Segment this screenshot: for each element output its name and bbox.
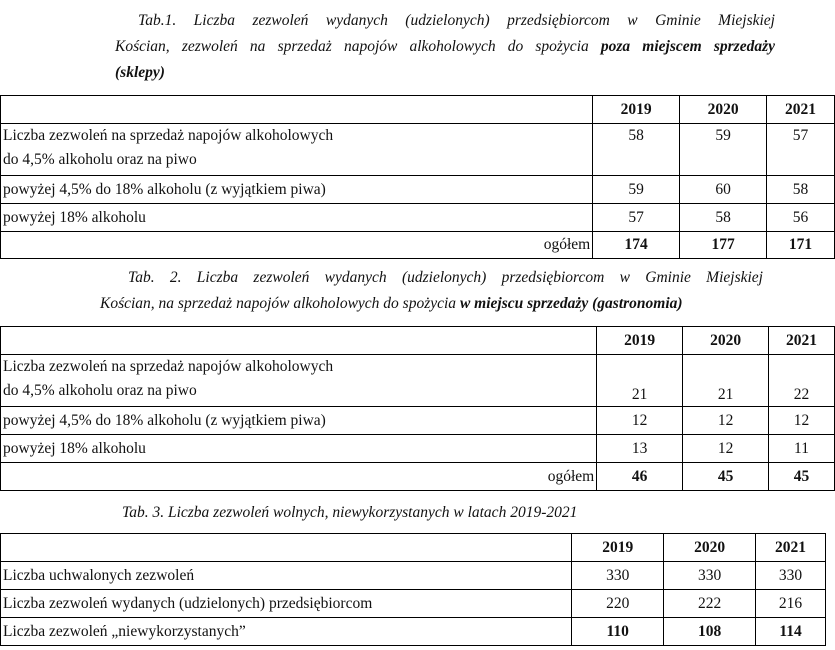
table1-caption-bold-tail: (sklepy) [115,64,165,81]
total-label: ogółem [1,232,593,259]
total-value: 46 [597,463,683,491]
total-value: 177 [680,232,767,259]
table-header-row [1,327,835,355]
row-label-line2: do 4,5% alkoholu oraz na piwo [3,382,197,399]
table-row [1,176,835,204]
year-header: 2019 [572,534,664,562]
table2-caption-bold: w miejscu sprzedaży (gastronomia) [459,295,683,312]
table-row [1,204,835,232]
value-cell: 12 [683,435,769,463]
total-row [1,232,835,259]
year-header: 2020 [680,96,767,124]
total-value: 45 [769,463,835,491]
value-cell: 216 [756,590,826,618]
header-empty-cell [1,327,597,355]
row-label [1,124,593,176]
table-row [1,435,835,463]
table2-caption [100,265,763,317]
value-cell: 12 [769,407,835,435]
table-row [1,618,826,646]
value-cell: 330 [756,562,826,590]
table2-caption-line1: Tab. 2. Liczba zezwoleń wydanych (udzielonych) przedsiębiorcom w Gminie Miejskiej [128,269,763,286]
row-label-line1: Liczba zezwoleń na sprzedaż napojów alkoholowych [3,127,334,144]
row-label: powyżej 4,5% do 18% alkoholu (z wyjątkiem piwa) [1,407,597,435]
table-row [1,355,835,407]
table-row [1,407,835,435]
value-cell: 58 [767,176,835,204]
row-label: Liczba zezwoleń wydanych (udzielonych) przedsiębiorcom [1,590,572,618]
year-header: 2020 [683,327,769,355]
table1 [0,95,835,259]
value-cell: 330 [664,562,756,590]
year-header: 2021 [756,534,826,562]
row-label: powyżej 18% alkoholu [1,435,597,463]
value-cell: 56 [767,204,835,232]
year-header: 2019 [597,327,683,355]
year-header: 2021 [767,96,835,124]
table-header-row [1,534,826,562]
table1-caption [115,8,775,86]
value-cell: 21 [683,355,769,407]
value-cell: 220 [572,590,664,618]
value-cell: 114 [756,618,826,646]
value-cell: 59 [680,124,767,176]
total-label: ogółem [1,463,597,491]
header-empty-cell [1,534,572,562]
table-header-row [1,96,835,124]
value-cell: 57 [767,124,835,176]
table1-caption-line2: Kościan, zezwoleń na sprzedaż napojów alkoholowych do spożycia [115,38,601,55]
value-cell: 11 [769,435,835,463]
table3 [0,533,826,646]
value-cell: 59 [593,176,680,204]
row-label [1,355,597,407]
table-row [1,562,826,590]
row-label: powyżej 4,5% do 18% alkoholu (z wyjątkiem piwa) [1,176,593,204]
value-cell: 12 [597,407,683,435]
value-cell: 222 [664,590,756,618]
value-cell: 13 [597,435,683,463]
table1-caption-line1: Tab.1. Liczba zezwoleń wydanych (udzielonych) przedsiębiorcom w Gminie Miejskiej [138,12,775,29]
table2-caption-line2: Kościan, na sprzedaż napojów alkoholowych do spożycia [100,295,460,312]
total-value: 45 [683,463,769,491]
table1-caption-bold: poza miejscem sprzedaży [600,38,775,55]
row-label-line1: Liczba zezwoleń na sprzedaż napojów alkoholowych [3,358,334,375]
total-value: 171 [767,232,835,259]
header-empty-cell [1,96,593,124]
row-label: Liczba zezwoleń „niewykorzystanych” [1,618,572,646]
value-cell: 22 [769,355,835,407]
value-cell: 57 [593,204,680,232]
value-cell: 108 [664,618,756,646]
table-row [1,124,835,176]
total-value: 174 [593,232,680,259]
value-cell: 58 [680,204,767,232]
table2 [0,326,835,491]
table3-caption: Tab. 3. Liczba zezwoleń wolnych, niewykorzystanych w latach 2019-2021 [122,504,578,521]
value-cell: 60 [680,176,767,204]
row-label: Liczba uchwalonych zezwoleń [1,562,572,590]
value-cell: 12 [683,407,769,435]
year-header: 2019 [593,96,680,124]
value-cell: 58 [593,124,680,176]
year-header: 2020 [664,534,756,562]
row-label: powyżej 18% alkoholu [1,204,593,232]
value-cell: 21 [597,355,683,407]
table-row [1,590,826,618]
value-cell: 330 [572,562,664,590]
value-cell: 110 [572,618,664,646]
row-label-line2: do 4,5% alkoholu oraz na piwo [3,151,197,168]
year-header: 2021 [769,327,835,355]
total-row [1,463,835,491]
